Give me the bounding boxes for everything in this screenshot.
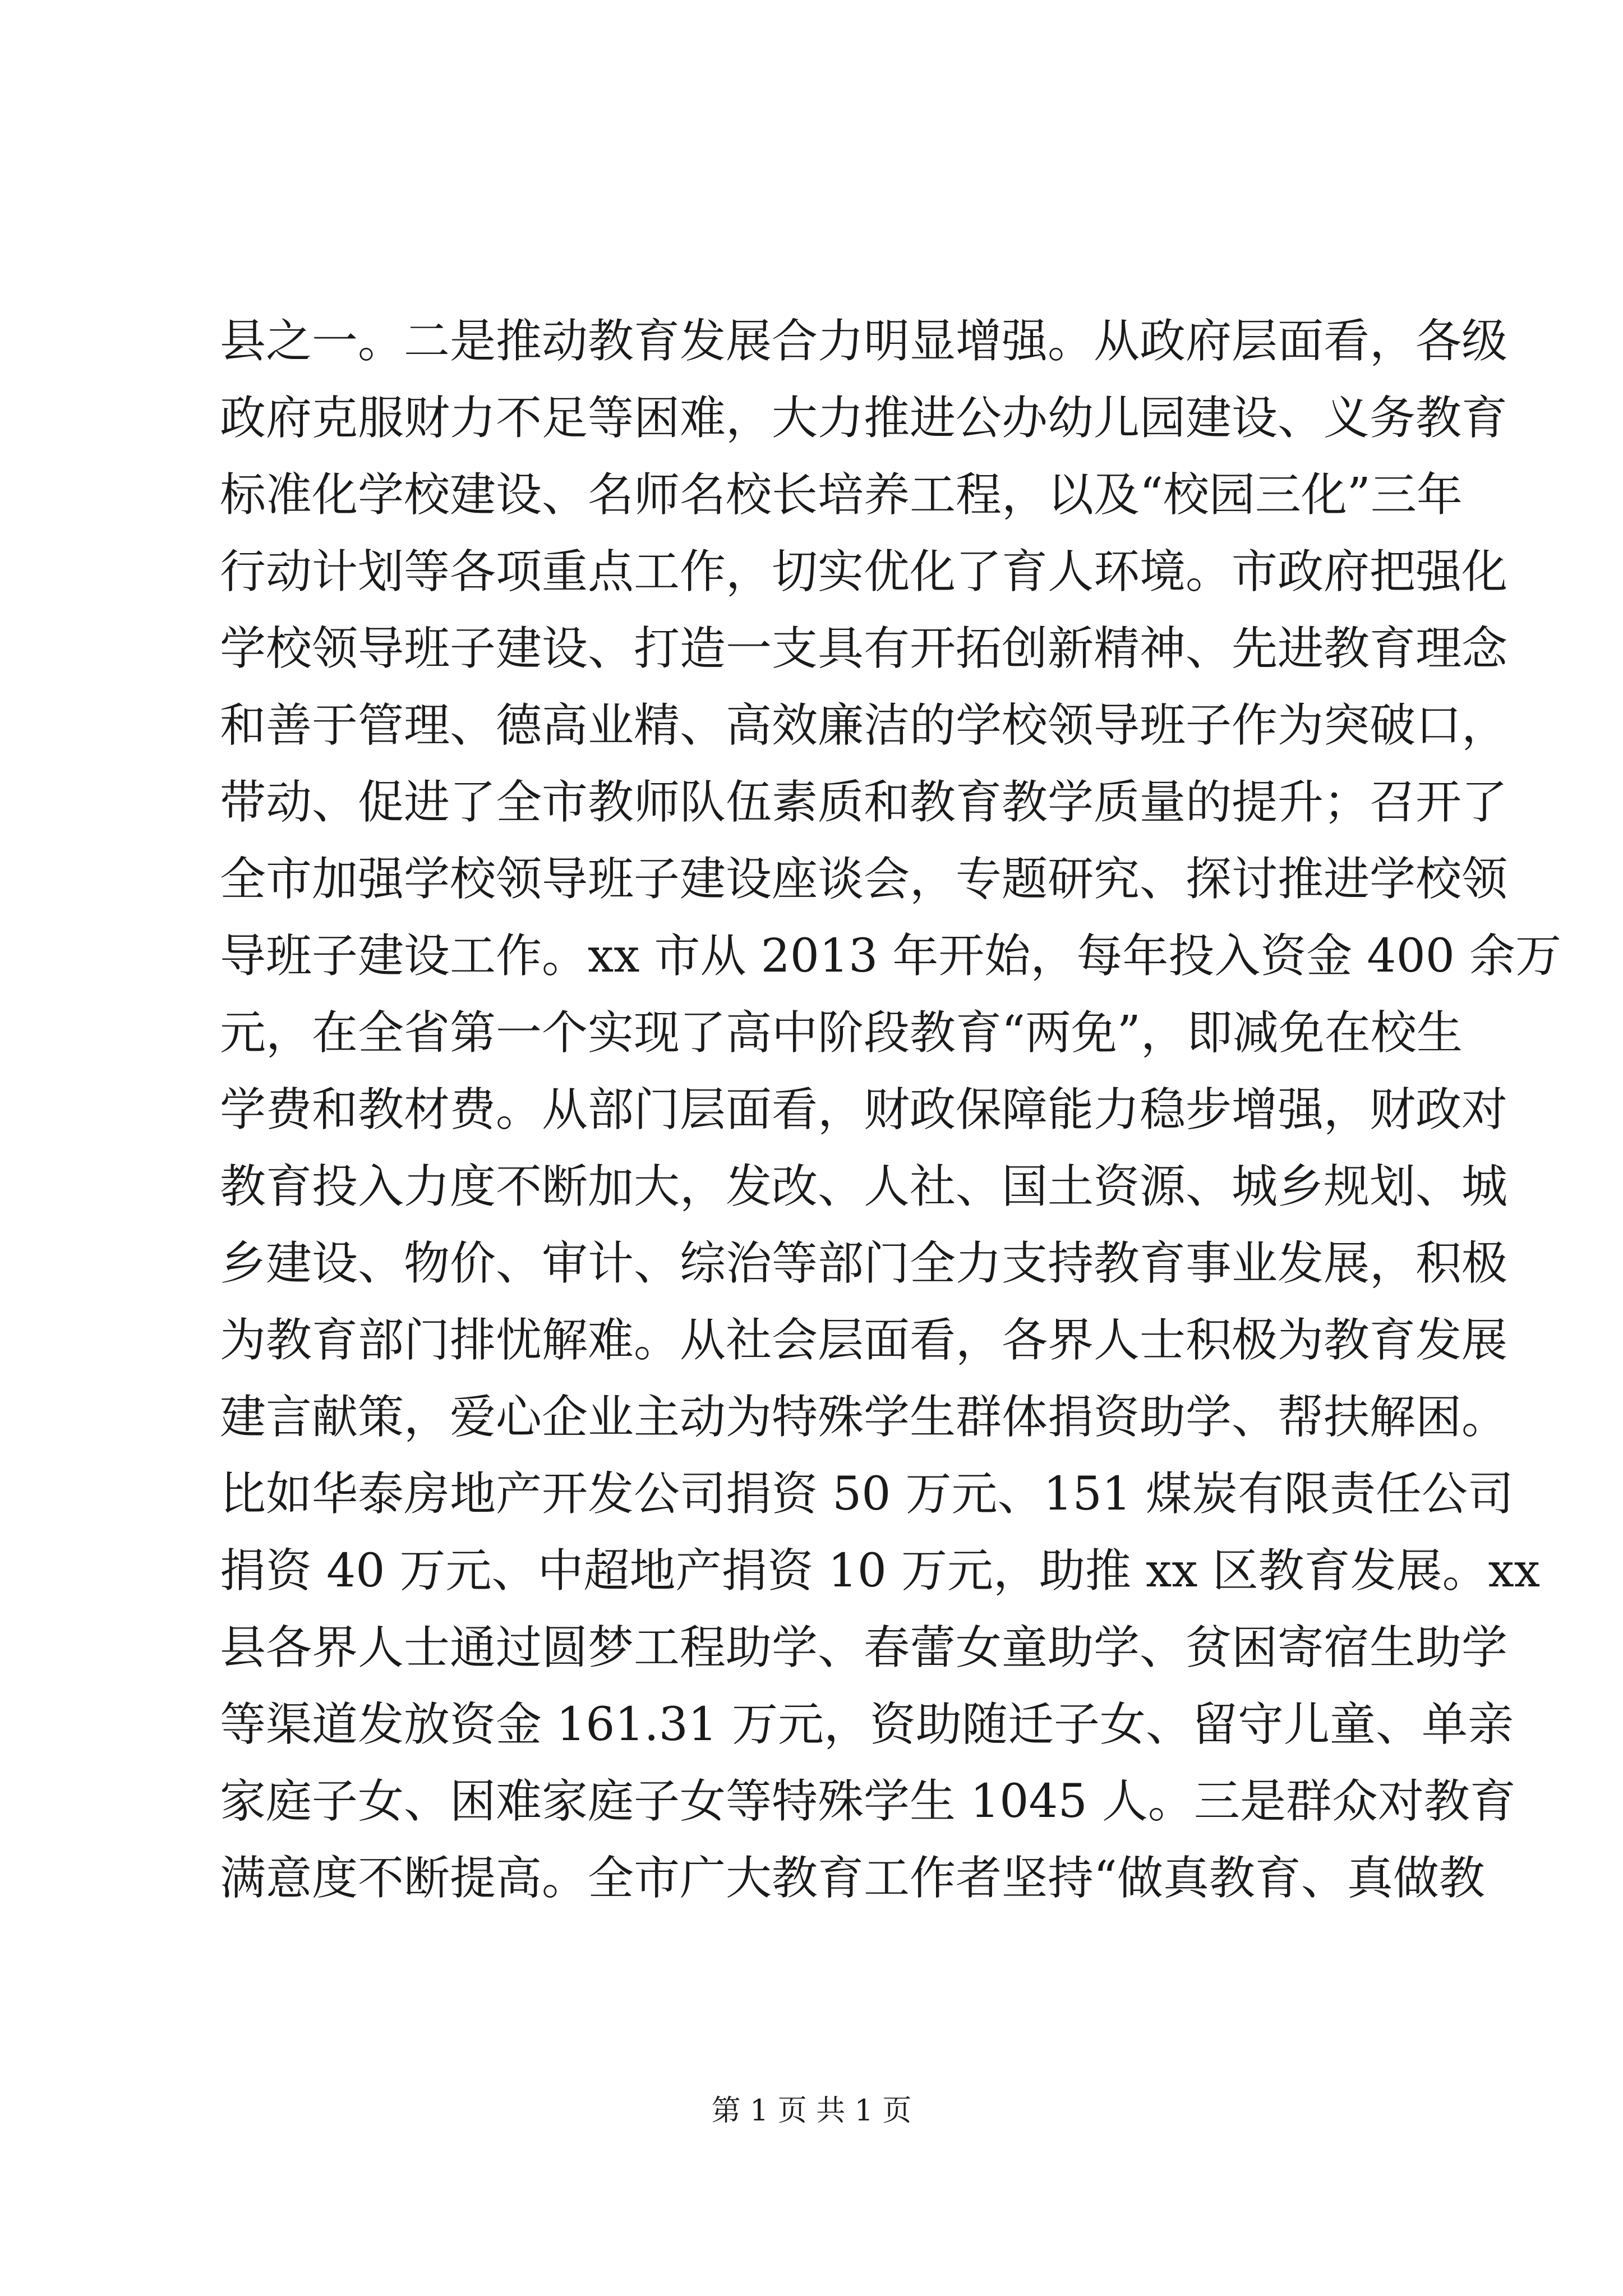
text-line: 为教育部门排忧解难。从社会层面看，各界人士积极为教育发展	[220, 1314, 1508, 1367]
text-line: 教育投入力度不断加大，发改、人社、国土资源、城乡规划、城	[220, 1160, 1508, 1213]
text-line: 乡建设、物价、审计、综治等部门全力支持教育事业发展，积极	[220, 1237, 1508, 1290]
text-line: 学校领导班子建设、打造一支具有开拓创新精神、先进教育理念	[220, 622, 1508, 675]
text-line: 捐资 40 万元、中超地产捐资 10 万元，助推 xx 区教育发展。xx	[220, 1544, 1541, 1598]
text-line: 比如华泰房地产开发公司捐资 50 万元、151 煤炭有限责任公司	[220, 1467, 1514, 1521]
text-line: 标准化学校建设、名师名校长培养工程，以及“校园三化”三年	[220, 468, 1463, 522]
text-line: 元，在全省第一个实现了高中阶段教育“两免”，即减免在校生	[220, 1006, 1463, 1060]
text-line: 家庭子女、困难家庭子女等特殊学生 1045 人。三是群众对教育	[220, 1775, 1516, 1828]
text-line: 导班子建设工作。xx 市从 2013 年开始，每年投入资金 400 余万	[220, 930, 1562, 983]
text-line: 学费和教材费。从部门层面看，财政保障能力稳步增强，财政对	[220, 1083, 1508, 1137]
text-line: 全市加强学校领导班子建设座谈会，专题研究、探讨推进学校领	[220, 853, 1508, 906]
body-text	[220, 303, 1562, 1917]
page-footer: 第 1 页 共 1 页	[711, 2094, 912, 2128]
text-line: 等渠道发放资金 161.31 万元，资助随迁子女、留守儿童、单亲	[220, 1698, 1514, 1751]
text-line: 县之一。二是推动教育发展合力明显增强。从政府层面看，各级	[220, 315, 1508, 368]
text-line: 带动、促进了全市教师队伍素质和教育教学质量的提升；召开了	[220, 776, 1508, 829]
text-line: 满意度不断提高。全市广大教育工作者坚持“做真教育、真做教	[220, 1852, 1485, 1905]
text-line: 和善于管理、德高业精、高效廉洁的学校领导班子作为突破口，	[220, 699, 1508, 752]
text-line: 建言献策，爱心企业主动为特殊学生群体捐资助学、帮扶解困。	[220, 1391, 1508, 1444]
text-line: 行动计划等各项重点工作，切实优化了育人环境。市政府把强化	[220, 545, 1508, 599]
text-line: 县各界人士通过圆梦工程助学、春蕾女童助学、贫困寄宿生助学	[220, 1621, 1508, 1674]
text-line: 政府克服财力不足等困难，大力推进公办幼儿园建设、义务教育	[220, 392, 1508, 445]
